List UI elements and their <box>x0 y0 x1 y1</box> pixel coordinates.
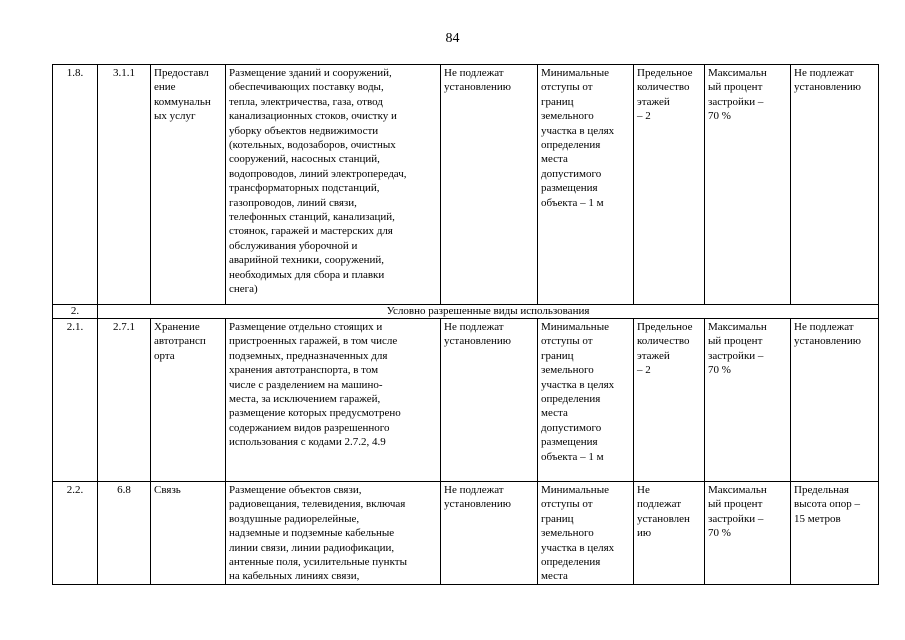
cell-line: размещения <box>541 182 598 195</box>
cell-line: Размещение зданий и сооружений, <box>229 67 392 79</box>
cell-line: места <box>541 407 568 420</box>
section-header-row <box>53 305 879 319</box>
floors-limit <box>634 319 705 482</box>
cell-line: сооружений, насосных станций, <box>229 153 380 166</box>
use-description <box>226 65 441 305</box>
cell-line: установлению <box>444 81 512 94</box>
cell-line: канализационных стоков, очистку и <box>229 110 397 123</box>
cell-line: места <box>541 570 568 583</box>
cell-line: на кабельных линиях связи, <box>229 570 360 583</box>
cell-line: этажей <box>637 349 670 362</box>
use-name <box>151 65 226 305</box>
cell-line: ый процент <box>708 81 763 94</box>
cell-line: обеспечивающих поставку воды, <box>229 81 384 94</box>
table-row <box>53 482 879 585</box>
use-code: 2.7.1 <box>98 319 151 482</box>
cell-line: ию <box>637 527 652 540</box>
cell-line: 70 % <box>708 527 731 540</box>
cell-line: допустимого <box>541 167 602 180</box>
cell-line: автотрансп <box>154 335 206 348</box>
cell-line: снега) <box>229 283 258 296</box>
cell-line: содержанием видов разрешенного <box>229 421 390 434</box>
cell-line: Не <box>637 484 650 496</box>
cell-line: орта <box>154 349 175 362</box>
cell-line: определения <box>541 556 601 569</box>
cell-line: числе с разделением на машино- <box>229 378 383 391</box>
cell-line: – 2 <box>637 110 651 123</box>
cell-line: Минимальные <box>541 321 609 333</box>
cell-line: количество <box>637 335 690 348</box>
cell-line: Не подлежат <box>444 67 504 79</box>
cell-line: застройки – <box>708 95 764 108</box>
cell-line: тепла, электричества, газа, отвод <box>229 95 383 108</box>
cell-line: Размещение объектов связи, <box>229 484 362 496</box>
cell-line: отступы от <box>541 335 593 348</box>
cell-line: застройки – <box>708 349 764 362</box>
plot-area-limits <box>441 319 538 482</box>
cell-line: линии связи, линии радиофикации, <box>229 541 395 554</box>
cell-line: Максимальн <box>708 484 767 496</box>
land-use-table <box>52 64 879 585</box>
cell-line: объекта – 1 м <box>541 450 604 463</box>
cell-line: земельного <box>541 527 594 540</box>
cell-line: коммунальн <box>154 95 211 108</box>
cell-line: Предельная <box>794 484 849 496</box>
cell-line: пристроенных гаражей, в том числе <box>229 335 398 348</box>
row-number: 2.1. <box>53 319 98 482</box>
cell-line: Не подлежат <box>794 67 854 79</box>
floors-limit <box>634 65 705 305</box>
cell-line: земельного <box>541 364 594 377</box>
table-row <box>53 319 879 482</box>
cell-line: Не подлежат <box>444 321 504 333</box>
cell-line: 70 % <box>708 364 731 377</box>
cell-line: хранения автотранспорта, в том <box>229 364 379 377</box>
cell-line: застройки – <box>708 512 764 525</box>
cell-line: подлежат <box>637 498 682 511</box>
cell-line: Не подлежат <box>794 321 854 333</box>
cell-line: радиовещания, телевидения, включая <box>229 498 406 511</box>
cell-line: высота опор – <box>794 498 861 511</box>
other-limits <box>791 482 879 585</box>
page-number: 84 <box>445 31 460 46</box>
cell-line: (котельных, водозаборов, очистных <box>229 139 396 152</box>
cell-line: границ <box>541 95 574 108</box>
cell-line: аварийной техники, сооружений, <box>229 254 384 267</box>
cell-line: этажей <box>637 95 670 108</box>
cell-line: установлению <box>794 81 862 94</box>
row-number: 2.2. <box>53 482 98 585</box>
section-number: 2. <box>53 305 98 319</box>
cell-line: объекта – 1 м <box>541 196 604 209</box>
cell-line: антенные поля, усилительные пункты <box>229 556 407 569</box>
setback-limits <box>538 482 634 585</box>
cell-line: стоянок, гаражей и мастерских для <box>229 225 393 238</box>
cell-line: трансформаторных подстанций, <box>229 182 380 195</box>
cell-line: количество <box>637 81 690 94</box>
cell-line: подземных, предназначенных для <box>229 349 388 362</box>
cell-line: определения <box>541 393 601 406</box>
cell-line: места <box>541 153 568 166</box>
cell-line: Связь <box>154 484 181 496</box>
section-title: Условно разрешенные виды использования <box>98 305 879 319</box>
cell-line: определения <box>541 139 601 152</box>
plot-area-limits <box>441 65 538 305</box>
cell-line: земельного <box>541 110 594 123</box>
cell-line: участка в целях <box>541 378 615 391</box>
cell-line: Предоставл <box>154 67 209 79</box>
cell-line: 15 метров <box>794 512 841 525</box>
cell-line: водопроводов, линий электропередач, <box>229 167 407 180</box>
cell-line: обслуживания уборочной и <box>229 239 358 252</box>
cell-line: ых услуг <box>154 110 196 123</box>
cell-line: Предельное <box>637 321 693 333</box>
cell-line: установлению <box>444 498 512 511</box>
cell-line: отступы от <box>541 498 593 511</box>
cell-line: Минимальные <box>541 67 609 79</box>
cell-line: ение <box>154 81 176 94</box>
other-limits <box>791 319 879 482</box>
cell-line: ый процент <box>708 335 763 348</box>
use-code: 3.1.1 <box>98 65 151 305</box>
use-description <box>226 319 441 482</box>
cell-line: Не подлежат <box>444 484 504 496</box>
use-name <box>151 482 226 585</box>
cell-line: – 2 <box>637 364 651 377</box>
cell-line: Максимальн <box>708 321 767 333</box>
setback-limits <box>538 319 634 482</box>
cell-line: Предельное <box>637 67 693 79</box>
cell-line: установлению <box>794 335 862 348</box>
cell-line: использования с кодами 2.7.2, 4.9 <box>229 436 386 449</box>
cell-line: допустимого <box>541 421 602 434</box>
floors-limit <box>634 482 705 585</box>
cell-line: участка в целях <box>541 541 615 554</box>
setback-limits <box>538 65 634 305</box>
plot-area-limits <box>441 482 538 585</box>
cell-line: границ <box>541 512 574 525</box>
cell-line: отступы от <box>541 81 593 94</box>
other-limits <box>791 65 879 305</box>
row-number: 1.8. <box>53 65 98 305</box>
cell-line: газопроводов, линий связи, <box>229 196 357 209</box>
cell-line: необходимых для сбора и плавки <box>229 268 385 281</box>
cell-line: границ <box>541 349 574 362</box>
cell-line: уборку объектов недвижимости <box>229 124 379 137</box>
cell-line: размещение которых предусмотрено <box>229 407 401 420</box>
cell-line: установлен <box>637 512 690 525</box>
cell-line: Максимальн <box>708 67 767 79</box>
cell-line: места, за исключением гаражей, <box>229 393 381 406</box>
cell-line: 70 % <box>708 110 731 123</box>
use-name <box>151 319 226 482</box>
cell-line: размещения <box>541 436 598 449</box>
coverage-limit <box>705 319 791 482</box>
cell-line: телефонных станций, канализаций, <box>229 211 395 224</box>
use-code: 6.8 <box>98 482 151 585</box>
use-description <box>226 482 441 585</box>
cell-line: Хранение <box>154 321 200 333</box>
coverage-limit <box>705 65 791 305</box>
cell-line: участка в целях <box>541 124 615 137</box>
coverage-limit <box>705 482 791 585</box>
cell-line: установлению <box>444 335 512 348</box>
cell-line: надземные и подземные кабельные <box>229 527 395 540</box>
cell-line: Минимальные <box>541 484 609 496</box>
table-row <box>53 65 879 305</box>
cell-line: воздушные радиорелейные, <box>229 512 360 525</box>
cell-line: ый процент <box>708 498 763 511</box>
cell-line: Размещение отдельно стоящих и <box>229 321 383 333</box>
